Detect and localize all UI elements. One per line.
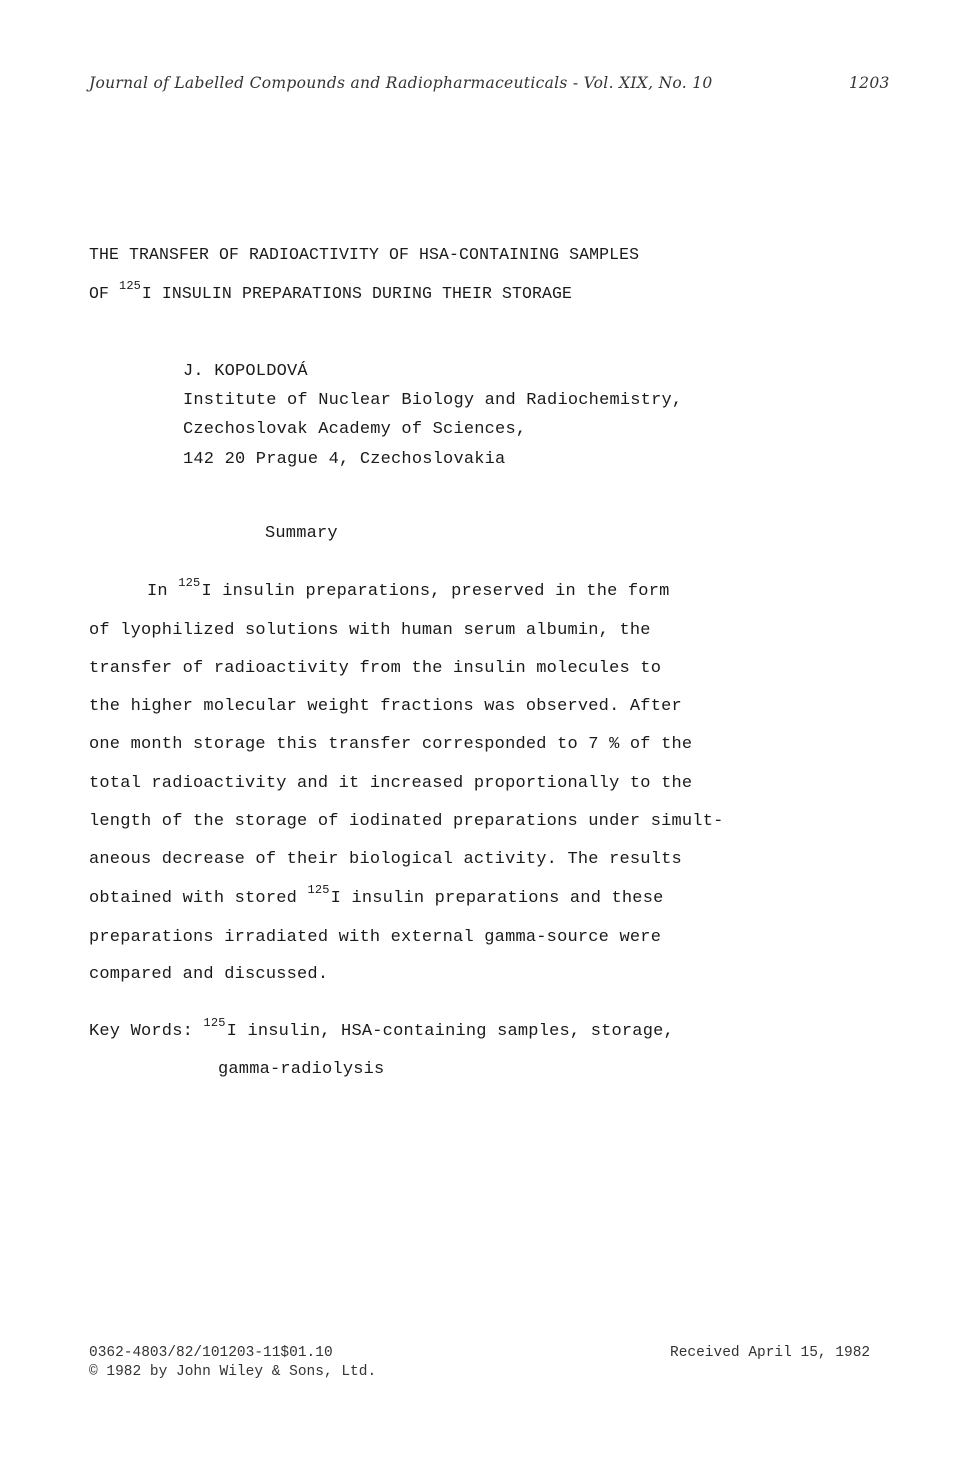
isotope-superscript: 125	[178, 576, 201, 590]
summary-line: total radioactivity and it increased proportionally to the	[89, 774, 693, 793]
keywords-label: Key Words:	[89, 1022, 204, 1041]
isotope-superscript: 125	[119, 279, 141, 293]
summary-line: preparations irradiated with external gamma-source were	[89, 928, 662, 947]
summary-line: of lyophilized solutions with human serum albumin, the	[89, 621, 651, 640]
article-code: 0362-4803/82/101203-11$01.10	[89, 1345, 333, 1361]
summary-heading: Summary	[265, 524, 338, 543]
summary-line: length of the storage of iodinated preparations under simult-	[89, 812, 724, 831]
title-line-2	[89, 279, 572, 303]
summary-line: aneous decrease of their biological activity. The results	[89, 850, 682, 869]
affiliation-line: Institute of Nuclear Biology and Radiochemistry,	[183, 391, 683, 410]
page-number: 1203	[849, 74, 890, 92]
keywords-line-1-rest: I insulin, HSA-containing samples, storage,	[226, 1022, 674, 1041]
summary-line-9-rest: I insulin preparations and these	[330, 889, 664, 908]
isotope-superscript: 125	[307, 883, 330, 897]
isotope-superscript: 125	[203, 1016, 226, 1030]
title-line-2-rest: I INSULIN PREPARATIONS DURING THEIR STORAGE	[141, 284, 572, 303]
affiliation-line: 142 20 Prague 4, Czechoslovakia	[183, 450, 506, 469]
summary-line-9-prefix: obtained with stored	[89, 889, 308, 908]
summary-line	[89, 883, 664, 908]
affiliation-line: Czechoslovak Academy of Sciences,	[183, 420, 527, 439]
summary-line-1-rest: I insulin preparations, preserved in the form	[201, 582, 670, 601]
title-of-prefix: OF	[89, 284, 120, 303]
received-date: Received April 15, 1982	[670, 1345, 871, 1361]
keywords-line-2: gamma-radiolysis	[218, 1060, 385, 1079]
author-name: J. KOPOLDOVÁ	[183, 362, 308, 381]
summary-line	[147, 576, 670, 601]
journal-running-head: Journal of Labelled Compounds and Radiopharmaceuticals - Vol. XIX, No. 10	[89, 74, 713, 92]
summary-line: the higher molecular weight fractions was observed. After	[89, 697, 682, 716]
keywords-line	[89, 1016, 674, 1041]
title-line-1: THE TRANSFER OF RADIOACTIVITY OF HSA-CONTAINING SAMPLES	[89, 245, 640, 264]
copyright-notice: © 1982 by John Wiley & Sons, Ltd.	[89, 1364, 377, 1380]
summary-line: compared and discussed.	[89, 965, 329, 984]
summary-line: transfer of radioactivity from the insulin molecules to	[89, 659, 662, 678]
summary-in-prefix: In	[147, 582, 179, 601]
summary-line: one month storage this transfer corresponded to 7 % of the	[89, 735, 693, 754]
